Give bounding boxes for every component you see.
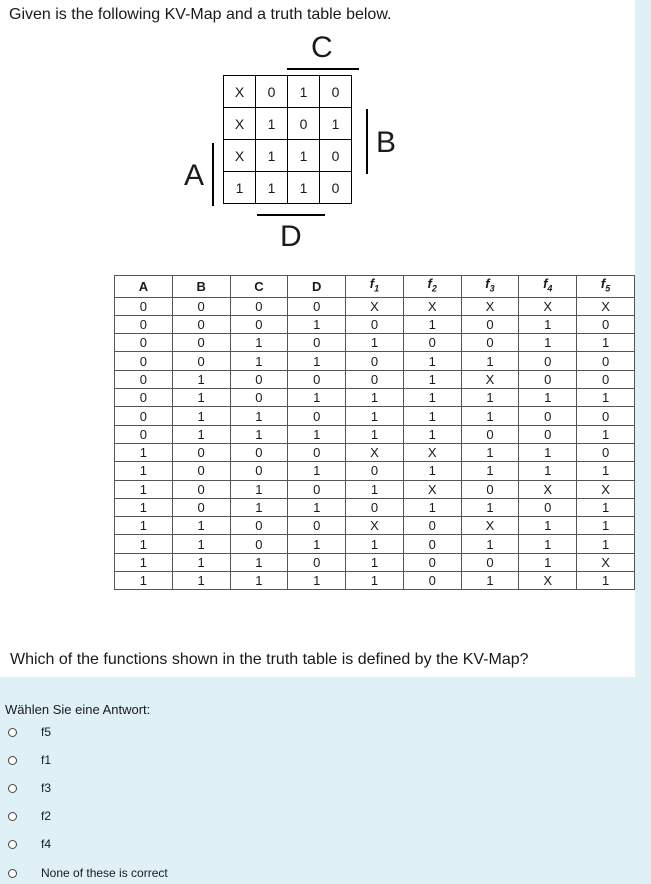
- table-row: [115, 462, 635, 480]
- table-cell: 0: [461, 553, 519, 571]
- table-cell: 0: [115, 370, 173, 388]
- table-cell: 1: [115, 480, 173, 498]
- kv-bar-b: [366, 109, 368, 174]
- table-cell: 1: [230, 553, 288, 571]
- table-cell: 1: [346, 572, 404, 590]
- table-cell: X: [403, 443, 461, 461]
- table-cell: 1: [172, 535, 230, 553]
- table-cell: 1: [115, 535, 173, 553]
- kv-cell: X: [224, 108, 256, 140]
- kv-cell: 1: [256, 108, 288, 140]
- table-cell: X: [519, 297, 577, 315]
- table-cell: 1: [403, 352, 461, 370]
- table-cell: X: [577, 553, 635, 571]
- function-column-header: [461, 276, 519, 298]
- table-cell: 0: [288, 443, 346, 461]
- table-cell: 0: [172, 480, 230, 498]
- table-cell: 0: [519, 407, 577, 425]
- function-name: f: [427, 276, 432, 291]
- kv-label-a: A: [184, 159, 205, 192]
- table-cell: 0: [230, 297, 288, 315]
- table-cell: X: [577, 480, 635, 498]
- table-cell: 1: [230, 498, 288, 516]
- table-cell: 1: [230, 352, 288, 370]
- table-cell: 0: [115, 334, 173, 352]
- table-cell: 1: [230, 425, 288, 443]
- table-cell: 1: [288, 535, 346, 553]
- kv-cell: 1: [288, 140, 320, 172]
- truth-table-header-row: [115, 276, 635, 298]
- table-cell: 0: [115, 352, 173, 370]
- table-cell: 1: [346, 480, 404, 498]
- table-cell: 1: [461, 498, 519, 516]
- table-cell: 1: [403, 370, 461, 388]
- function-index: 3: [489, 283, 495, 294]
- table-cell: 1: [115, 462, 173, 480]
- table-cell: 0: [288, 334, 346, 352]
- table-cell: 0: [403, 334, 461, 352]
- answer-option-label[interactable]: f2: [41, 809, 52, 823]
- table-cell: 0: [230, 535, 288, 553]
- table-cell: 1: [346, 553, 404, 571]
- table-cell: 1: [115, 443, 173, 461]
- table-row: [115, 443, 635, 461]
- table-cell: 1: [230, 334, 288, 352]
- table-cell: 1: [519, 315, 577, 333]
- table-cell: X: [461, 517, 519, 535]
- table-cell: 0: [115, 315, 173, 333]
- table-cell: 1: [230, 407, 288, 425]
- table-row: [115, 389, 635, 407]
- table-cell: 0: [519, 370, 577, 388]
- kv-label-d: D: [280, 220, 302, 253]
- table-cell: 0: [577, 315, 635, 333]
- kv-grid: [223, 75, 352, 204]
- table-cell: 1: [172, 389, 230, 407]
- table-cell: X: [346, 517, 404, 535]
- table-cell: 1: [288, 389, 346, 407]
- answer-label: Wählen Sie eine Antwort:: [5, 702, 151, 717]
- table-cell: 1: [288, 425, 346, 443]
- function-name: f: [485, 276, 490, 291]
- table-cell: 0: [288, 407, 346, 425]
- table-cell: 0: [172, 462, 230, 480]
- table-cell: 0: [288, 480, 346, 498]
- table-cell: 0: [230, 517, 288, 535]
- table-cell: 1: [288, 315, 346, 333]
- table-cell: X: [461, 370, 519, 388]
- answer-option[interactable]: [8, 721, 52, 743]
- column-header: C: [230, 276, 288, 298]
- kv-cell: 1: [288, 76, 320, 108]
- column-header: A: [115, 276, 173, 298]
- table-cell: 1: [519, 553, 577, 571]
- table-cell: 1: [346, 425, 404, 443]
- table-cell: 0: [461, 480, 519, 498]
- table-cell: 1: [172, 517, 230, 535]
- table-cell: 1: [115, 553, 173, 571]
- answer-option-label[interactable]: f4: [41, 837, 52, 851]
- table-row: [115, 517, 635, 535]
- table-cell: 0: [288, 297, 346, 315]
- table-cell: 1: [519, 334, 577, 352]
- table-cell: 0: [288, 553, 346, 571]
- answer-option-label[interactable]: None of these is correct: [41, 866, 168, 880]
- table-row: [115, 480, 635, 498]
- table-row: [115, 553, 635, 571]
- function-index: 4: [547, 283, 553, 294]
- kv-cell: X: [224, 140, 256, 172]
- kv-cell: 1: [256, 140, 288, 172]
- table-cell: 1: [519, 389, 577, 407]
- table-cell: 0: [172, 334, 230, 352]
- radio-button[interactable]: [8, 728, 17, 737]
- table-cell: 1: [403, 498, 461, 516]
- table-cell: X: [403, 297, 461, 315]
- table-cell: 1: [461, 389, 519, 407]
- table-cell: 0: [230, 443, 288, 461]
- table-cell: 1: [461, 572, 519, 590]
- table-cell: 1: [519, 535, 577, 553]
- table-cell: X: [461, 297, 519, 315]
- table-cell: 1: [288, 572, 346, 590]
- table-cell: 0: [346, 315, 404, 333]
- kv-cell: 1: [224, 172, 256, 204]
- table-cell: 0: [577, 352, 635, 370]
- table-row: [115, 315, 635, 333]
- radio-button[interactable]: [8, 869, 17, 878]
- table-cell: 0: [172, 315, 230, 333]
- table-cell: 0: [115, 407, 173, 425]
- table-cell: 0: [288, 370, 346, 388]
- table-row: [115, 407, 635, 425]
- table-cell: 1: [461, 352, 519, 370]
- truth-table: [114, 275, 635, 590]
- table-cell: 0: [346, 462, 404, 480]
- table-cell: 0: [577, 370, 635, 388]
- table-cell: 1: [172, 553, 230, 571]
- table-cell: 1: [577, 535, 635, 553]
- kv-cell: 1: [256, 172, 288, 204]
- table-cell: 1: [115, 517, 173, 535]
- kv-row: [224, 140, 352, 172]
- table-cell: 1: [519, 462, 577, 480]
- table-cell: 0: [172, 352, 230, 370]
- table-cell: 1: [230, 480, 288, 498]
- table-cell: X: [346, 443, 404, 461]
- table-cell: 1: [288, 352, 346, 370]
- kv-cell: 1: [320, 108, 352, 140]
- table-cell: 0: [461, 315, 519, 333]
- function-name: f: [369, 276, 375, 291]
- kv-cell: 0: [320, 172, 352, 204]
- kv-cell: 0: [288, 108, 320, 140]
- table-cell: 1: [346, 407, 404, 425]
- table-cell: 1: [519, 443, 577, 461]
- kv-row: [224, 172, 352, 204]
- table-cell: X: [346, 297, 404, 315]
- table-cell: 1: [403, 407, 461, 425]
- table-cell: 0: [403, 553, 461, 571]
- table-cell: 1: [461, 535, 519, 553]
- table-cell: 1: [172, 572, 230, 590]
- kv-cell: 0: [256, 76, 288, 108]
- table-row: [115, 572, 635, 590]
- table-cell: 1: [288, 462, 346, 480]
- table-cell: 1: [577, 572, 635, 590]
- function-column-header: [346, 276, 404, 298]
- function-column-header: [577, 276, 635, 298]
- table-cell: 1: [577, 498, 635, 516]
- function-column-header: [519, 276, 577, 298]
- table-cell: 0: [403, 535, 461, 553]
- function-name: f: [600, 276, 606, 291]
- answer-option[interactable]: [8, 777, 52, 799]
- table-cell: 1: [461, 462, 519, 480]
- kv-cell: 1: [288, 172, 320, 204]
- answer-option[interactable]: [8, 833, 52, 855]
- table-cell: 0: [403, 517, 461, 535]
- answer-option-label[interactable]: f1: [41, 753, 52, 767]
- table-cell: 0: [115, 425, 173, 443]
- table-cell: 0: [230, 370, 288, 388]
- table-cell: 1: [172, 425, 230, 443]
- table-cell: 1: [403, 462, 461, 480]
- column-header: D: [288, 276, 346, 298]
- table-cell: 1: [346, 535, 404, 553]
- table-cell: X: [577, 297, 635, 315]
- table-cell: X: [519, 480, 577, 498]
- table-cell: 1: [172, 407, 230, 425]
- table-cell: X: [519, 572, 577, 590]
- answer-option-label[interactable]: f3: [41, 781, 52, 795]
- table-cell: 0: [115, 297, 173, 315]
- kv-label-c: C: [311, 31, 333, 64]
- question-intro: Given is the following KV-Map and a truth table below.: [9, 6, 392, 23]
- function-name: f: [543, 276, 548, 291]
- kv-cell: 0: [320, 140, 352, 172]
- table-cell: 0: [577, 443, 635, 461]
- table-cell: 1: [230, 572, 288, 590]
- table-cell: 0: [230, 389, 288, 407]
- table-row: [115, 425, 635, 443]
- table-cell: 0: [461, 425, 519, 443]
- table-cell: 1: [461, 443, 519, 461]
- table-cell: X: [403, 480, 461, 498]
- kv-row: [224, 76, 352, 108]
- table-cell: 0: [346, 498, 404, 516]
- table-cell: 0: [519, 425, 577, 443]
- table-cell: 0: [519, 498, 577, 516]
- table-cell: 0: [172, 443, 230, 461]
- table-row: [115, 297, 635, 315]
- table-cell: 1: [577, 425, 635, 443]
- answer-option-label[interactable]: f5: [41, 725, 52, 739]
- kv-label-b: B: [376, 126, 397, 159]
- table-cell: 1: [577, 389, 635, 407]
- table-cell: 1: [346, 389, 404, 407]
- table-cell: 0: [403, 572, 461, 590]
- table-cell: 0: [346, 370, 404, 388]
- table-cell: 0: [172, 498, 230, 516]
- function-index: 5: [605, 283, 611, 294]
- function-index: 1: [374, 283, 380, 294]
- table-row: [115, 498, 635, 516]
- table-cell: 1: [115, 498, 173, 516]
- kv-bar-d: [257, 214, 325, 216]
- table-row: [115, 352, 635, 370]
- table-cell: 1: [577, 462, 635, 480]
- question-prompt: Which of the functions shown in the truth table is defined by the KV-Map?: [10, 651, 529, 668]
- table-cell: 1: [519, 517, 577, 535]
- table-cell: 0: [172, 297, 230, 315]
- function-index: 2: [431, 283, 437, 294]
- table-cell: 1: [403, 389, 461, 407]
- table-cell: 1: [172, 370, 230, 388]
- function-column-header: [403, 276, 461, 298]
- table-cell: 0: [346, 352, 404, 370]
- kv-bar-c: [287, 68, 359, 70]
- kv-row: [224, 108, 352, 140]
- table-row: [115, 334, 635, 352]
- kv-cell: X: [224, 76, 256, 108]
- table-cell: 1: [288, 498, 346, 516]
- table-cell: 1: [346, 334, 404, 352]
- table-cell: 0: [115, 389, 173, 407]
- table-row: [115, 370, 635, 388]
- table-cell: 0: [288, 517, 346, 535]
- radio-button[interactable]: [8, 756, 17, 765]
- answer-option[interactable]: [8, 749, 52, 771]
- table-cell: 1: [577, 334, 635, 352]
- table-cell: 1: [577, 517, 635, 535]
- column-header: B: [172, 276, 230, 298]
- kv-cell: 0: [320, 76, 352, 108]
- table-cell: 0: [230, 315, 288, 333]
- radio-button[interactable]: [8, 840, 17, 849]
- answer-option[interactable]: [8, 805, 52, 827]
- table-cell: 0: [577, 407, 635, 425]
- kv-bar-a: [212, 143, 214, 206]
- radio-button[interactable]: [8, 812, 17, 821]
- table-cell: 0: [461, 334, 519, 352]
- table-cell: 0: [519, 352, 577, 370]
- table-cell: 1: [403, 425, 461, 443]
- radio-button[interactable]: [8, 784, 17, 793]
- table-cell: 1: [461, 407, 519, 425]
- table-cell: 0: [230, 462, 288, 480]
- table-row: [115, 535, 635, 553]
- table-cell: 1: [115, 572, 173, 590]
- table-cell: 1: [403, 315, 461, 333]
